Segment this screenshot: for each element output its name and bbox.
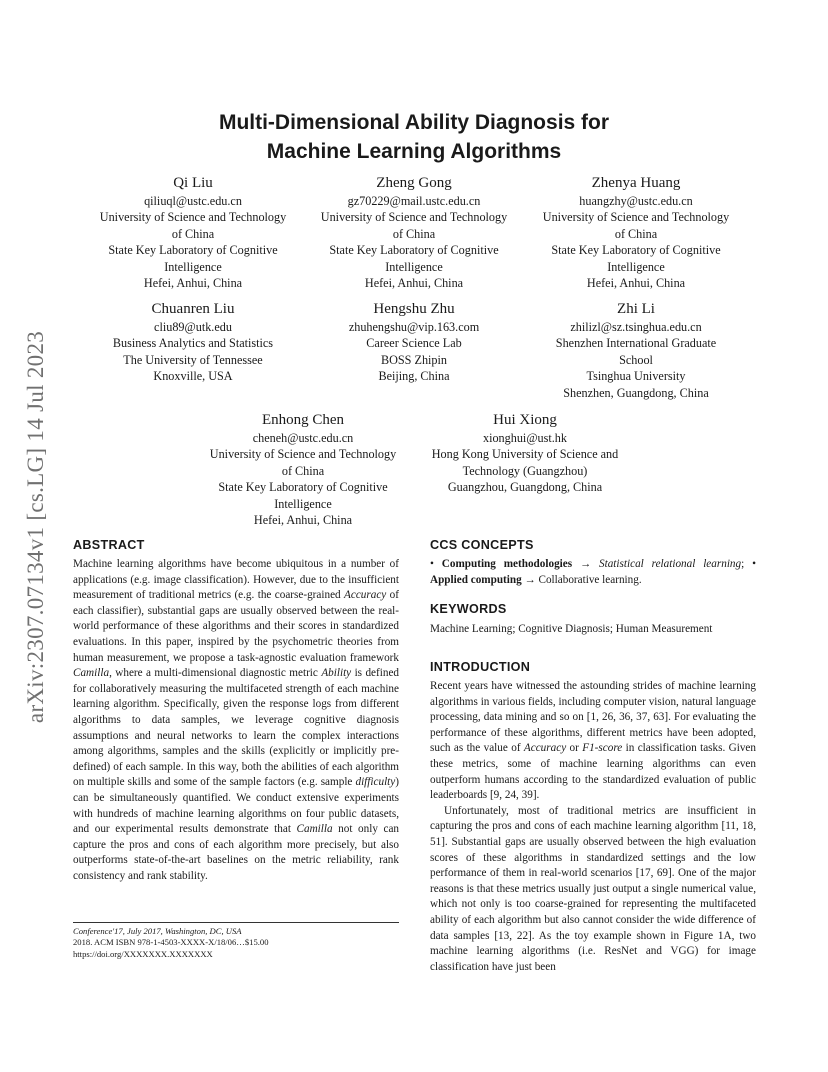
author-email: qiliuql@ustc.edu.cn <box>144 194 242 208</box>
author-affiliation: Intelligence <box>385 259 443 274</box>
author-name: Hengshu Zhu <box>373 301 455 317</box>
author-email: cheneh@ustc.edu.cn <box>252 431 354 445</box>
introduction-paragraph-1: Recent years have witnessed the astounding strides of machine learning algorithms in various fields, including computer vision, natural language processing, data mining and so on [1, 26, 36, 37, 63]. For evaluating the performance of these algorithms, different metrics have been adopted, such as the value of Accuracy or F1-score in classification tasks. Given these metrics, some of machine learning algorithms can even outperform humans according to the standardized evaluation of public leaderboards [9, 24, 39]. <box>430 680 756 802</box>
author-affiliation: of China <box>281 463 325 478</box>
author-location: Guangzhou, Guangdong, China <box>447 480 603 495</box>
author-name: Zhenya Huang <box>591 175 681 191</box>
author-name: Qi Liu <box>173 175 213 191</box>
author-name: Zhi Li <box>617 301 655 317</box>
author-affiliation: Tsinghua University <box>586 369 686 384</box>
paper-title <box>0 108 828 166</box>
author-affiliation: Business Analytics and Statistics <box>112 336 274 351</box>
author-affiliation: Intelligence <box>164 259 222 274</box>
author-email: zhuhengshu@vip.163.com <box>348 320 480 334</box>
author-affiliation: State Key Laboratory of Cognitive <box>218 480 388 495</box>
author-location: Hefei, Anhui, China <box>253 513 353 528</box>
author-name: Enhong Chen <box>261 412 345 428</box>
author-block-3 <box>526 174 746 291</box>
author-affiliation: Intelligence <box>607 259 665 274</box>
author-email: zhilizl@sz.tsinghua.edu.cn <box>570 320 702 334</box>
author-affiliation: of China <box>614 226 658 241</box>
author-location: Hefei, Anhui, China <box>364 276 464 291</box>
footnote-doi: https://doi.org/XXXXXXX.XXXXXXX <box>73 948 213 959</box>
paper-title-line-2: Machine Learning Algorithms <box>266 140 562 163</box>
ccs-section <box>430 537 756 588</box>
author-email: xionghui@ust.hk <box>482 431 567 445</box>
author-email: cliu89@utk.edu <box>154 320 232 334</box>
author-email: huangzhy@ustc.edu.cn <box>579 194 693 208</box>
keywords-section <box>430 601 756 638</box>
author-affiliation: Shenzhen International Graduate <box>555 336 717 351</box>
author-affiliation: University of Science and Technology <box>99 210 287 225</box>
author-affiliation: BOSS Zhipin <box>380 352 448 367</box>
footnote <box>73 922 399 960</box>
author-affiliation: Career Science Lab <box>366 336 462 351</box>
ccs-text: • Computing methodologies → Statistical relational learning; • Applied computing → Collaborative learning. <box>430 558 757 586</box>
author-block-1 <box>83 174 303 291</box>
abstract-section <box>73 537 399 884</box>
author-name: Chuanren Liu <box>151 301 235 317</box>
ccs-heading: CCS CONCEPTS <box>430 538 534 552</box>
author-location: Hefei, Anhui, China <box>586 276 686 291</box>
author-affiliation: of China <box>392 226 436 241</box>
author-name: Zheng Gong <box>376 175 452 191</box>
author-location: Beijing, China <box>378 369 450 384</box>
introduction-section <box>430 659 756 975</box>
abstract-heading: ABSTRACT <box>73 538 145 552</box>
author-block-7 <box>193 411 413 528</box>
author-location: Hefei, Anhui, China <box>143 276 243 291</box>
author-affiliation: University of Science and Technology <box>320 210 508 225</box>
footnote-isbn: 2018. ACM ISBN 978-1-4503-XXXX-X/18/06…$15.00 <box>73 937 269 948</box>
footnote-conference: Conference'17, July 2017, Washington, DC, USA <box>73 926 242 936</box>
author-affiliation: University of Science and Technology <box>542 210 730 225</box>
author-block-5 <box>304 300 524 385</box>
author-affiliation: Intelligence <box>274 496 332 511</box>
author-affiliation: Hong Kong University of Science and <box>431 447 619 462</box>
author-location: Knoxville, USA <box>153 369 233 384</box>
author-email: gz70229@mail.ustc.edu.cn <box>347 194 481 208</box>
introduction-heading: INTRODUCTION <box>430 660 531 674</box>
author-affiliation: The University of Tennessee <box>123 352 263 367</box>
paper-title-line-1: Multi-Dimensional Ability Diagnosis for <box>218 111 610 134</box>
keywords-heading: KEYWORDS <box>430 602 507 616</box>
keywords-text: Machine Learning; Cognitive Diagnosis; Human Measurement <box>430 623 713 635</box>
author-affiliation: State Key Laboratory of Cognitive <box>108 243 278 258</box>
author-affiliation: State Key Laboratory of Cognitive <box>551 243 721 258</box>
abstract-text: Machine learning algorithms have become ubiquitous in a number of applications (e.g. image classification). However, due to the insufficient measurement of traditional metrics (e.g. the coarse-grained Accuracy of each classifier), substantial gaps are usually observed between the real-world performance of these algorithms and their scores in standardized evaluations. In this paper, inspired by the psychometric theories from human measurement, we propose a task-agnostic evaluation framework Camilla, where a multi-dimensional diagnostic metric Ability is defined for collaboratively measuring the multifaceted strength of each machine learning algorithm. Specifically, given the response logs from different algorithms to data samples, we leverage cognitive diagnosis assumptions and neural networks to learn the complex interactions among algorithms, samples and the skills (explicitly or implicitly pre-defined) of each sample. In this way, both the abilities of each algorithm on multiple skills and some of the sample factors (e.g. sample difficulty) can be simultaneously quantified. We conduct extensive experiments with hundreds of machine learning algorithms on four public datasets, and our experimental results demonstrate that Camilla not only can capture the pros and cons of each algorithm more precisely, but also outperforms state-of-the-art baselines on the metric reliability, rank consistency and rank stability. <box>73 558 400 882</box>
author-affiliation: State Key Laboratory of Cognitive <box>329 243 499 258</box>
author-affiliation: University of Science and Technology <box>209 447 397 462</box>
introduction-paragraph-2: Unfortunately, most of traditional metrics are insufficient in capturing the pros and cons of each machine learning algorithm [11, 18, 51]. Substantial gaps are usually observed between the high evaluation scores of these algorithms in standardized settings and the low performance of them in real-world scenarios [17, 69]. One of the major reasons is that these metrics usually just output a single numerical value, which not only is too coarse-grained for representing the multifaceted ability of each algorithm but also cannot consider the wide difference of data samples [13, 22]. As the toy example shown in Figure 1A, two machine learning algorithms (i.e. ResNet and VGG) for image classification have just been <box>430 804 756 973</box>
author-affiliation: Technology (Guangzhou) <box>462 463 588 478</box>
author-name: Hui Xiong <box>493 412 557 428</box>
author-affiliation: of China <box>171 226 215 241</box>
author-block-4 <box>83 300 303 385</box>
author-location: Shenzhen, Guangdong, China <box>563 385 709 400</box>
author-affiliation: School <box>619 352 653 367</box>
author-block-6 <box>526 300 746 401</box>
author-block-2 <box>304 174 524 291</box>
author-block-8 <box>415 411 635 496</box>
arxiv-stamp <box>14 296 58 758</box>
arxiv-stamp-text: arXiv:2307.07134v1 [cs.LG] 14 Jul 2023 <box>23 330 48 724</box>
